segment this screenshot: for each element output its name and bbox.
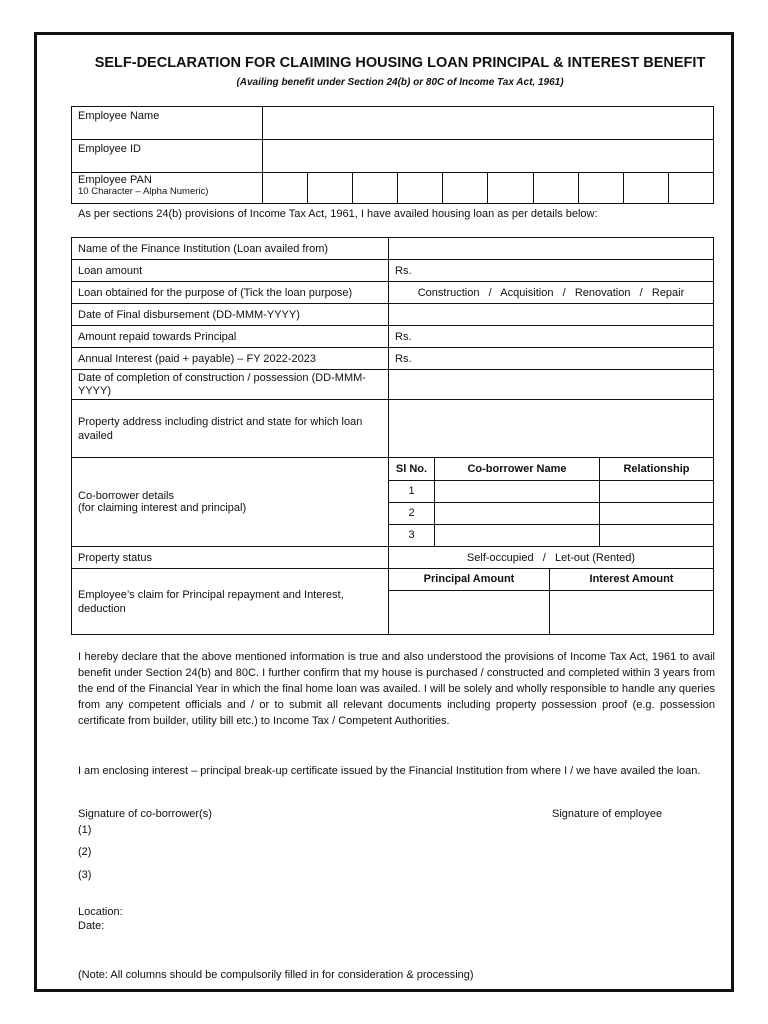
enclosure-paragraph: I am enclosing interest – principal break-up certificate issued by the Financial Institution from where I / we have availed the loan. <box>78 765 701 777</box>
col-principal-amount: Principal Amount <box>389 569 550 590</box>
coborrower-name-field[interactable] <box>435 524 600 546</box>
disbursement-label: Date of Final disbursement (DD-MMM-YYYY) <box>72 304 389 326</box>
coborrower-sl: 1 <box>389 480 435 502</box>
claim-grid <box>389 569 713 634</box>
col-coborrower-name: Co-borrower Name <box>435 458 600 480</box>
employee-signature-label: Signature of employee <box>552 808 663 820</box>
property-address-field[interactable] <box>389 400 714 458</box>
coborrower-signature-label: Signature of co-borrower(s) <box>78 808 212 820</box>
signature-line-1: (1) <box>78 824 92 836</box>
coborrower-sl: 2 <box>389 502 435 524</box>
coborrower-name-field[interactable] <box>435 480 600 502</box>
claim-label: Employee’s claim for Principal repayment and Interest, deduction <box>72 569 389 635</box>
employee-id-field[interactable] <box>263 140 714 173</box>
pan-char-box[interactable] <box>578 173 623 204</box>
employee-id-row <box>72 140 714 173</box>
coborrower-grid-cell <box>389 458 714 547</box>
col-interest-amount: Interest Amount <box>550 569 714 590</box>
claim-grid-cell <box>389 569 714 635</box>
footer-note: (Note: All columns should be compulsorily filled in for consideration & processing) <box>78 969 474 981</box>
pan-char-box[interactable] <box>398 173 443 204</box>
intro-text: As per sections 24(b) provisions of Income Tax Act, 1961, I have availed housing loan as per details below: <box>78 208 598 220</box>
coborrower-label-cell <box>72 458 389 547</box>
date-label: Date: <box>78 920 105 932</box>
purpose-label: Loan obtained for the purpose of (Tick the loan purpose) <box>72 282 389 304</box>
col-relationship: Relationship <box>600 458 714 480</box>
pan-char-box[interactable] <box>353 173 398 204</box>
pan-char-box[interactable] <box>623 173 668 204</box>
coborrower-sublabel: (for claiming interest and principal) <box>78 502 247 514</box>
employee-name-row <box>72 107 714 140</box>
coborrower-sl: 3 <box>389 524 435 546</box>
interest-amount-field[interactable] <box>550 590 714 634</box>
annual-interest-label: Annual Interest (paid + payable) – FY 2022-2023 <box>72 348 389 370</box>
pan-char-box[interactable] <box>533 173 578 204</box>
rs-prefix: Rs. <box>395 352 412 365</box>
disbursement-field[interactable] <box>389 304 714 326</box>
coborrower-grid <box>389 458 713 546</box>
employee-pan-label-cell <box>72 173 263 204</box>
completion-date-field[interactable] <box>389 370 714 400</box>
purpose-options[interactable]: Construction / Acquisition / Renovation / Repair <box>389 282 714 304</box>
form-title: SELF-DECLARATION FOR CLAIMING HOUSING LOAN PRINCIPAL & INTEREST BENEFIT <box>94 55 706 71</box>
property-status-label: Property status <box>72 547 389 569</box>
employee-table <box>71 106 714 204</box>
pan-char-box[interactable] <box>488 173 533 204</box>
declaration-paragraph: I hereby declare that the above mentioned information is true and also understood the provisions of Income Tax Act, 1961 to avail benefit under Section 24(b) and 80C. I further confirm that my house is purchased / constructed and completed within 3 years from the end of the Financial Year in which the final home loan was availed. I will be solely and wholly responsible to handle any queries from any competent officials and / or to submit all relevant documents including property possession proof (e.g. possession certificate from builder, utility bill etc.) to Income Tax / Competent Authorities. <box>78 651 715 727</box>
signature-line-2: (2) <box>78 846 92 858</box>
institution-label: Name of the Finance Institution (Loan availed from) <box>72 238 389 260</box>
loan-amount-field[interactable] <box>389 260 714 282</box>
form-subtitle: (Availing benefit under Section 24(b) or 80C of Income Tax Act, 1961) <box>236 77 564 88</box>
principal-repaid-label: Amount repaid towards Principal <box>72 326 389 348</box>
property-status-options[interactable]: Self-occupied / Let-out (Rented) <box>389 547 714 569</box>
property-address-label: Property address including district and state for which loan availed <box>72 400 389 458</box>
coborrower-name-field[interactable] <box>435 502 600 524</box>
location-label: Location: <box>78 906 123 918</box>
employee-name-field[interactable] <box>263 107 714 140</box>
coborrower-label: Co-borrower details <box>78 490 174 502</box>
principal-repaid-field[interactable] <box>389 326 714 348</box>
completion-date-label: Date of completion of construction / possession (DD-MMM-YYYY) <box>72 370 389 400</box>
loan-amount-label: Loan amount <box>72 260 389 282</box>
employee-pan-row <box>72 173 714 204</box>
rs-prefix: Rs. <box>395 264 412 277</box>
institution-field[interactable] <box>389 238 714 260</box>
loan-details-table <box>71 237 714 635</box>
col-sl-no: Sl No. <box>389 458 435 480</box>
coborrower-relationship-field[interactable] <box>600 480 714 502</box>
signature-line-3: (3) <box>78 869 92 881</box>
pan-char-box[interactable] <box>263 173 308 204</box>
pan-char-box[interactable] <box>668 173 713 204</box>
employee-name-label: Employee Name <box>72 107 263 140</box>
employee-pan-hint: 10 Character – Alpha Numeric) <box>78 186 209 197</box>
coborrower-relationship-field[interactable] <box>600 502 714 524</box>
employee-id-label: Employee ID <box>72 140 263 173</box>
annual-interest-field[interactable] <box>389 348 714 370</box>
pan-char-box[interactable] <box>308 173 353 204</box>
coborrower-relationship-field[interactable] <box>600 524 714 546</box>
principal-amount-field[interactable] <box>389 590 550 634</box>
rs-prefix: Rs. <box>395 330 412 343</box>
employee-pan-label: Employee PAN <box>78 174 152 186</box>
pan-char-box[interactable] <box>443 173 488 204</box>
